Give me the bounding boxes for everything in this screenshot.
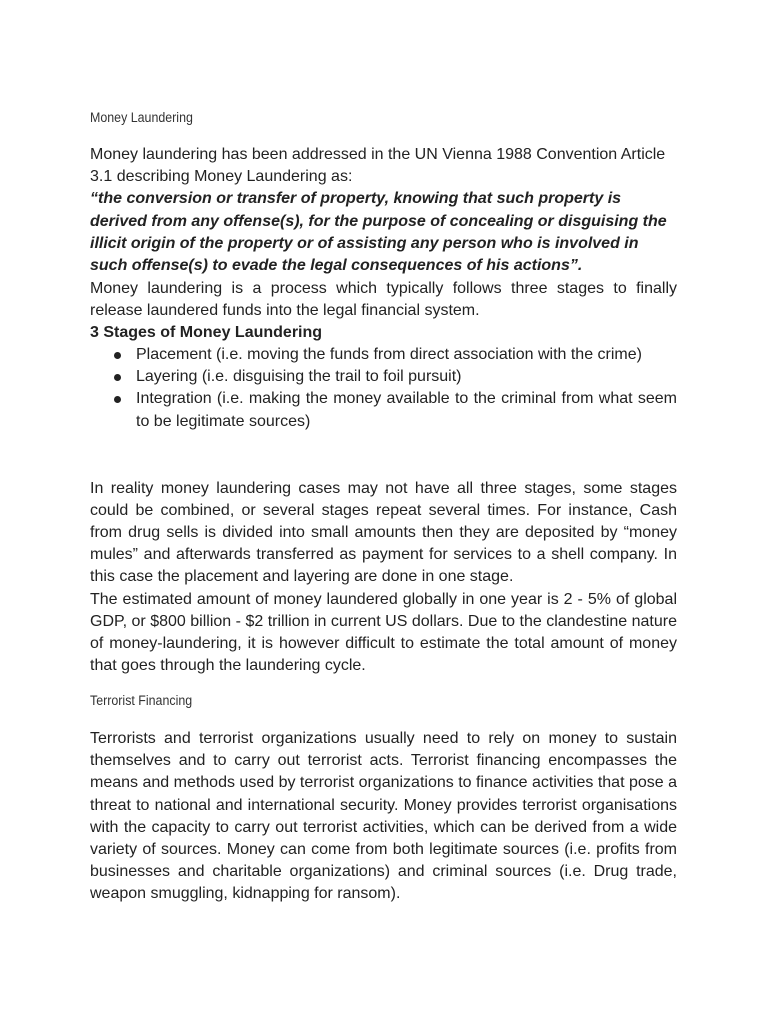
list-item bbox=[90, 388, 677, 432]
process-paragraph: Money laundering is a process which typically follows three stages to finally release laundered funds into the legal financial system. bbox=[90, 279, 677, 319]
list-item bbox=[90, 344, 677, 366]
section-heading-money-laundering: Money Laundering bbox=[90, 110, 193, 125]
estimate-paragraph: The estimated amount of money laundered globally in one year is 2 - 5% of global GDP, or $800 billion - $2 trillion in current US dollars. Due to the clandestine nature of money-laundering, it is however difficult to estimate the total amount of money that goes through the laundering cycle. bbox=[90, 590, 677, 675]
stages-list bbox=[90, 344, 677, 433]
convention-quote: “the conversion or transfer of property, knowing that such property is derived from any offense(s), for the purpose of concealing or disguising the illicit origin of the property or of assisting any person who is involved in such offense(s) to evade the legal consequences of his actions”. bbox=[90, 190, 667, 275]
bullet-icon bbox=[114, 352, 121, 359]
stages-heading: 3 Stages of Money Laundering bbox=[90, 324, 323, 341]
reality-paragraph: In reality money laundering cases may not have all three stages, some stages could be combined, or several stages repeat several times. For instance, Cash from drug sells is divided into small amounts then they are deposited by “money mules” and afterwards transferred as payment for services to a shell company. In this case the placement and layering are done in one stage. bbox=[90, 479, 677, 586]
bullet-icon bbox=[114, 374, 121, 381]
stage-placement: Placement (i.e. moving the funds from direct association with the crime) bbox=[136, 346, 642, 363]
list-item bbox=[90, 366, 677, 388]
bullet-icon bbox=[114, 396, 121, 403]
stage-integration: Integration (i.e. making the money available to the criminal from what seem to be legitimate sources) bbox=[136, 390, 677, 430]
stage-layering: Layering (i.e. disguising the trail to foil pursuit) bbox=[136, 368, 462, 386]
intro-paragraph: Money laundering has been addressed in the UN Vienna 1988 Convention Article 3.1 describing Money Laundering as: bbox=[90, 146, 666, 186]
terrorist-financing-paragraph: Terrorists and terrorist organizations usually need to rely on money to sustain themselves and to carry out terrorist acts. Terrorist financing encompasses the means and methods used by terrorist organizations to finance activities that pose a threat to national and international security. Money provides terrorist organisations with the capacity to carry out terrorist activities, which can be derived from a wide variety of sources. Money can come from both legitimate sources (i.e. profits from businesses and charitable organizations) and criminal sources (i.e. Drug trade, weapon smuggling, kidnapping for ransom). bbox=[90, 730, 677, 903]
intro-block bbox=[90, 144, 677, 277]
section-heading-terrorist-financing: Terrorist Financing bbox=[90, 693, 193, 708]
